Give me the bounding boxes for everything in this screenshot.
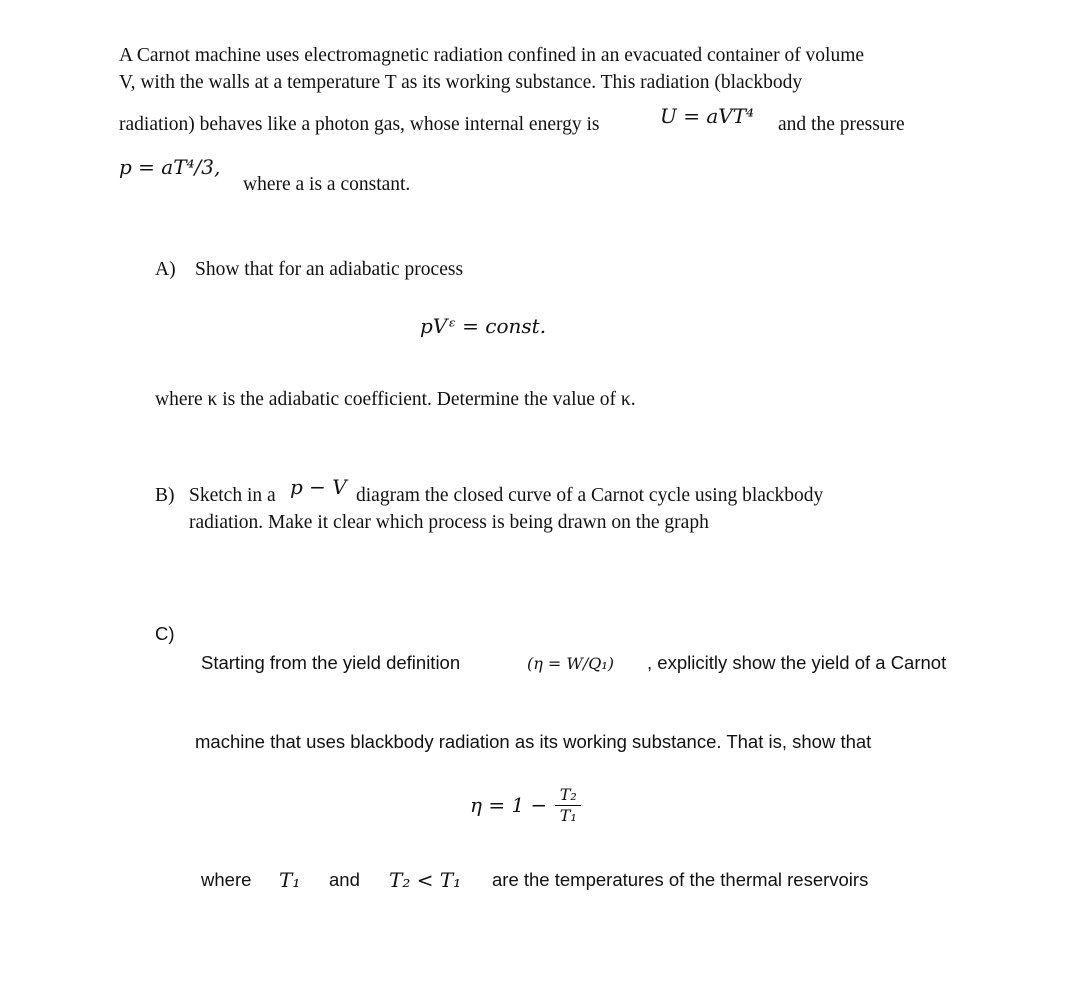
intro-line-1: A Carnot machine uses electromagnetic radiation confined in an evacuated container of volume — [119, 45, 865, 66]
part-c-text-post: , explicitly show the yield of a Carnot — [647, 652, 947, 673]
part-a-followup: where κ is the adiabatic coefficient. Determine the value of κ. — [155, 389, 636, 410]
efficiency-lhs: η = 1 − — [470, 793, 548, 818]
part-b-text-post: diagram the closed curve of a Carnot cycle using blackbody — [356, 485, 824, 506]
yield-definition: (η = W/Q₁) — [527, 654, 615, 673]
pv-diagram-equation: p − V — [290, 475, 347, 499]
and-text: and — [329, 869, 360, 890]
part-c-line-2: machine that uses blackbody radiation as its working substance. That is, show that — [195, 731, 872, 752]
t2-less-than-t1: T₂ < T₁ — [389, 868, 462, 892]
reservoir-text: are the temperatures of the thermal reservoirs — [492, 869, 869, 890]
fraction-denominator: T₁ — [559, 805, 577, 825]
t1-symbol: T₁ — [279, 868, 301, 892]
intro-line-3-pre: radiation) behaves like a photon gas, whose internal energy is — [119, 114, 600, 135]
energy-equation: U = aVT⁴ — [660, 104, 755, 128]
part-c-label: C) — [155, 623, 175, 644]
intro-line-2: V, with the walls at a temperature T as its working substance. This radiation (blackbody — [119, 72, 803, 93]
part-b-line-2: radiation. Make it clear which process is being drawn on the graph — [189, 512, 709, 533]
pressure-equation: p = aT⁴/3, — [119, 155, 221, 179]
where-text: where — [201, 869, 252, 890]
adiabatic-equation: pVᵋ = const. — [420, 314, 547, 338]
fraction-numerator: T₂ — [559, 785, 577, 804]
intro-line-3-post: and the pressure — [778, 114, 905, 135]
part-b-text-pre: Sketch in a — [189, 485, 276, 506]
part-a-label: A) — [155, 259, 176, 280]
temperature-fraction — [555, 786, 581, 824]
part-a-text: Show that for an adiabatic process — [195, 259, 464, 280]
part-c-text-pre: Starting from the yield definition — [201, 652, 461, 673]
efficiency-formula — [470, 786, 581, 824]
part-b-label: B) — [155, 485, 175, 506]
intro-line-4: where a is a constant. — [243, 174, 411, 195]
